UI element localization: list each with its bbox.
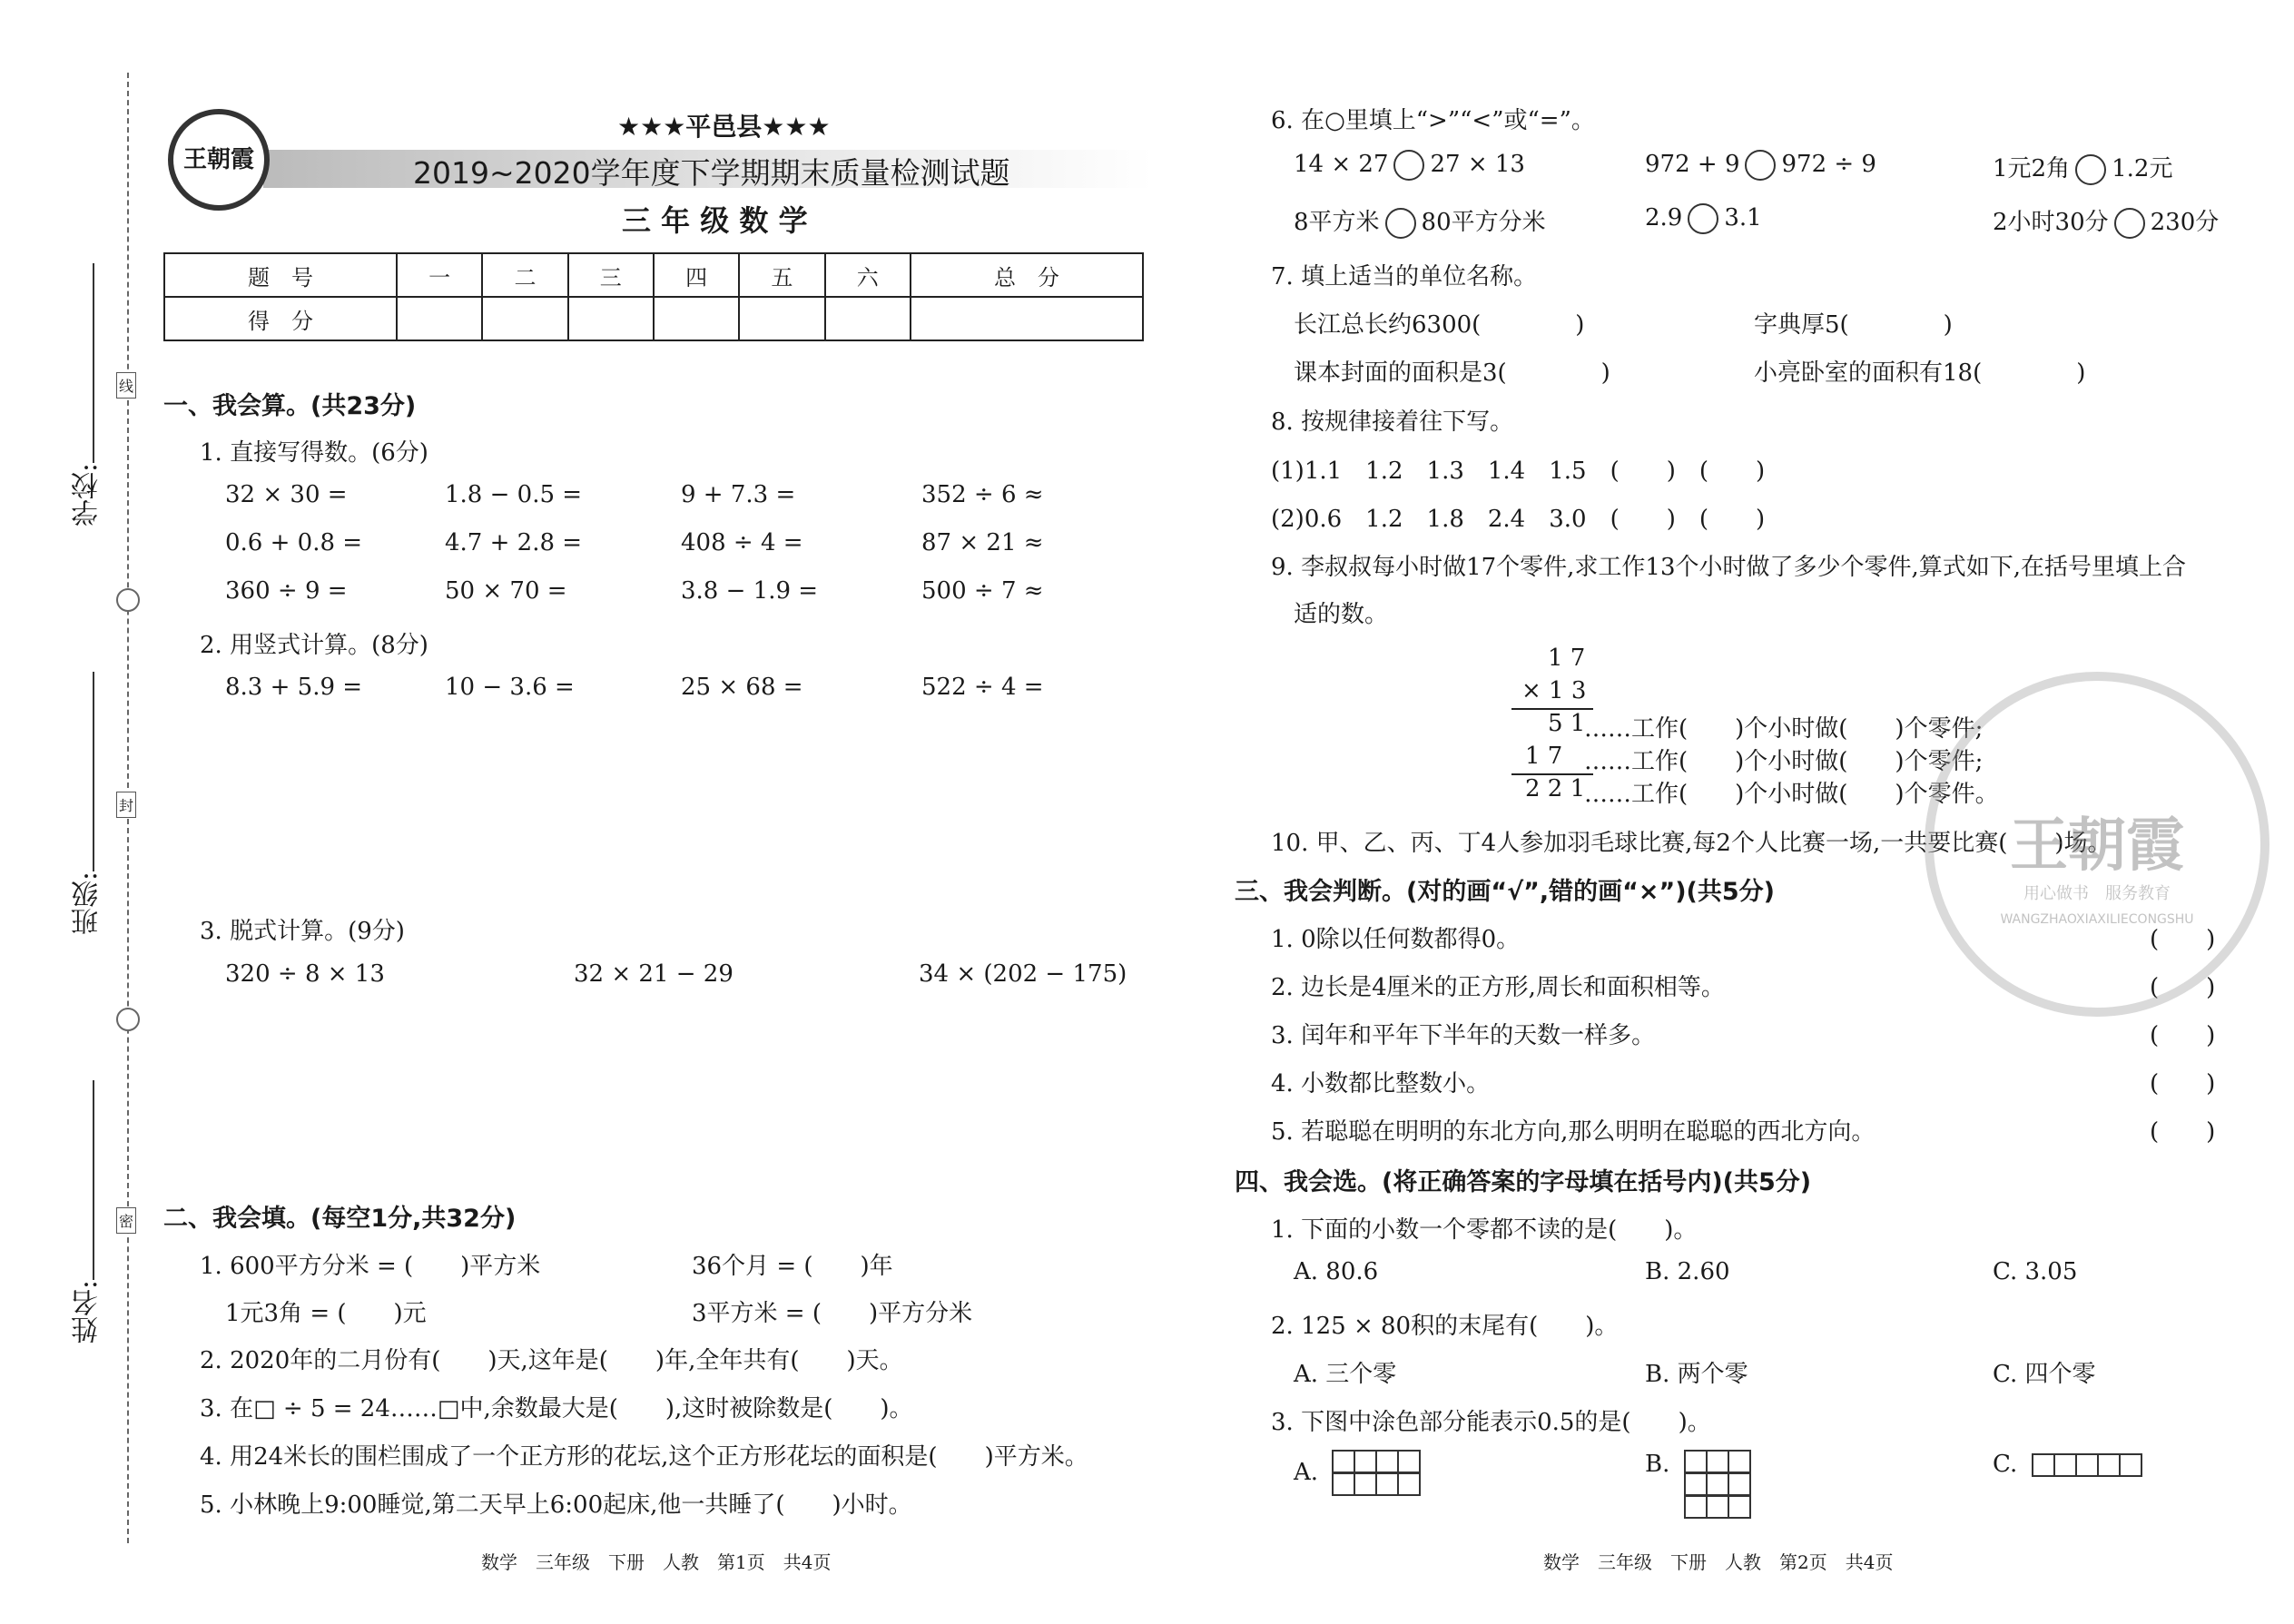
q2-title: 2. 用竖式计算。(8分) bbox=[200, 632, 428, 659]
fill-line: 36个月 = ( )年 bbox=[692, 1253, 893, 1280]
q9-calc-line: × 1 3 bbox=[1521, 677, 1587, 704]
choice-option-c[interactable] bbox=[1993, 1451, 2141, 1478]
q9-calc-line: 1 7 bbox=[1548, 645, 1586, 672]
score-cell: 四 bbox=[654, 253, 739, 297]
option-label: A. bbox=[1294, 1459, 1319, 1486]
subject-title: 三 年 级 数 学 bbox=[622, 203, 808, 238]
logo-text: 王朝霞 bbox=[182, 146, 254, 173]
judge-item: 2. 边长是4厘米的正方形,周长和面积相等。 bbox=[1271, 974, 1725, 1001]
q9-step-line: ……工作( )个小时做( )个零件; bbox=[1584, 715, 1984, 743]
score-cell: 一 bbox=[397, 253, 482, 297]
score-cell bbox=[911, 297, 1143, 340]
fill-line: 4. 用24米长的围栏围成了一个正方形的花坛,这个正方形花坛的面积是( )平方米。 bbox=[200, 1443, 1088, 1471]
q2-item: 25 × 68 = bbox=[681, 674, 803, 701]
score-cell: 题 号 bbox=[164, 253, 397, 297]
binding-mark-secret: 密 bbox=[116, 1207, 136, 1234]
score-table bbox=[163, 252, 1144, 341]
q6-left: 2.9 bbox=[1645, 204, 1683, 231]
score-row-header bbox=[164, 253, 1143, 297]
watermark-ring-text: WANGZHAOXIAXILIECONGSHU bbox=[2000, 912, 2194, 927]
compare-circle[interactable] bbox=[1393, 150, 1424, 181]
q6-right: 972 ÷ 9 bbox=[1781, 151, 1876, 178]
q1-title: 1. 直接写得数。(6分) bbox=[200, 439, 428, 467]
grid-figure-a bbox=[1333, 1451, 1420, 1496]
q7-item: 小亮卧室的面积有18( ) bbox=[1754, 359, 2086, 387]
q6-left: 1元2角 bbox=[1993, 155, 2071, 182]
score-cell: 六 bbox=[825, 253, 911, 297]
q6-left: 14 × 27 bbox=[1294, 151, 1389, 178]
watermark-stamp bbox=[1925, 672, 2269, 1017]
compare-circle[interactable] bbox=[1385, 208, 1416, 239]
fill-line: 3. 在□ ÷ 5 = 24……□中,余数最大是( ),这时被除数是( )。 bbox=[200, 1395, 913, 1422]
judge-item: 1. 0除以任何数都得0。 bbox=[1271, 926, 1521, 953]
q3-item: 320 ÷ 8 × 13 bbox=[225, 960, 385, 988]
q6-right: 230分 bbox=[2150, 209, 2220, 236]
score-cell: 二 bbox=[482, 253, 567, 297]
binding-mark-seal: 封 bbox=[116, 792, 136, 818]
choice-option[interactable]: A. 三个零 bbox=[1294, 1361, 1397, 1388]
class-underline bbox=[93, 672, 94, 871]
compare-circle[interactable] bbox=[1745, 150, 1776, 181]
logo-seal bbox=[168, 109, 270, 211]
page-2-footer: 数学 三年级 下册 人教 第2页 共4页 bbox=[1543, 1551, 1894, 1573]
choice-option-b[interactable] bbox=[1645, 1451, 1750, 1519]
judge-item: 5. 若聪聪在明明的东北方向,那么明明在聪聪的西北方向。 bbox=[1271, 1118, 1876, 1146]
school-underline bbox=[93, 263, 94, 463]
fill-line: 2. 2020年的二月份有( )天,这年是( )年,全年共有( )天。 bbox=[200, 1347, 903, 1374]
q9-calc-line: 2 2 1 bbox=[1525, 775, 1586, 802]
score-cell: 三 bbox=[568, 253, 654, 297]
judge-paren[interactable]: ( ) bbox=[2150, 974, 2216, 1001]
grid-figure-c bbox=[2033, 1454, 2141, 1477]
q9-title: 9. 李叔叔每小时做17个零件,求工作13个小时做了多少个零件,算式如下,在括号里填上合 bbox=[1271, 554, 2187, 581]
fill-line: 1元3角 = ( )元 bbox=[225, 1300, 427, 1327]
judge-paren[interactable]: ( ) bbox=[2150, 1070, 2216, 1097]
q8-title: 8. 按规律接着往下写。 bbox=[1271, 408, 1514, 436]
choice-option[interactable]: C. 四个零 bbox=[1993, 1361, 2096, 1388]
compare-circle[interactable] bbox=[2075, 154, 2106, 185]
score-cell bbox=[654, 297, 739, 340]
page-1-footer: 数学 三年级 下册 人教 第1页 共4页 bbox=[481, 1551, 832, 1573]
option-label: B. bbox=[1645, 1451, 1670, 1478]
school-label: 学校: bbox=[72, 463, 103, 527]
score-cell bbox=[397, 297, 482, 340]
q2-item: 10 − 3.6 = bbox=[445, 674, 575, 701]
q3-title: 3. 脱式计算。(9分) bbox=[200, 918, 405, 945]
q6-left: 8平方米 bbox=[1294, 209, 1380, 236]
q1-item: 50 × 70 = bbox=[445, 577, 567, 605]
judge-paren[interactable]: ( ) bbox=[2150, 1022, 2216, 1049]
fill-line: 5. 小林晚上9:00睡觉,第二天早上6:00起床,他一共睡了( )小时。 bbox=[200, 1491, 912, 1519]
q6-right: 1.2元 bbox=[2112, 155, 2173, 182]
fill-line: 1. 600平方分米 = ( )平方米 bbox=[200, 1253, 541, 1280]
choice-question: 3. 下图中涂色部分能表示0.5的是( )。 bbox=[1271, 1409, 1711, 1436]
choice-question: 1. 下面的小数一个零都不读的是( )。 bbox=[1271, 1216, 1698, 1244]
q8-item: (2)0.6 1.2 1.8 2.4 3.0 ( ) ( ) bbox=[1271, 506, 1766, 533]
q1-item: 3.8 − 1.9 = bbox=[681, 577, 819, 605]
q1-item: 9 + 7.3 = bbox=[681, 481, 796, 508]
fill-line: 3平方米 = ( )平方分米 bbox=[692, 1300, 973, 1327]
q6-left: 2小时30分 bbox=[1993, 209, 2109, 236]
score-cell: 总 分 bbox=[911, 253, 1143, 297]
choice-option-a[interactable] bbox=[1294, 1451, 1420, 1496]
choice-option[interactable]: A. 80.6 bbox=[1294, 1258, 1379, 1285]
q1-item: 87 × 21 ≈ bbox=[921, 529, 1044, 556]
score-cell: 得 分 bbox=[164, 297, 397, 340]
q2-item: 522 ÷ 4 = bbox=[921, 674, 1044, 701]
watermark-motto: 用心做书 服务教育 bbox=[2023, 884, 2171, 903]
section-3-title: 三、我会判断。(对的画“√”,错的画“×”)(共5分) bbox=[1235, 878, 1776, 906]
class-label: 班级: bbox=[72, 871, 103, 936]
choice-option[interactable]: C. 3.05 bbox=[1993, 1258, 2078, 1285]
q9-step-line: ……工作( )个小时做( )个零件; bbox=[1584, 748, 1984, 775]
score-cell bbox=[825, 297, 911, 340]
q1-item: 0.6 + 0.8 = bbox=[225, 529, 363, 556]
score-cell: 五 bbox=[739, 253, 824, 297]
judge-paren[interactable]: ( ) bbox=[2150, 1118, 2216, 1146]
compare-circle[interactable] bbox=[2114, 208, 2145, 239]
option-label: C. bbox=[1993, 1451, 2018, 1478]
q10: 10. 甲、乙、丙、丁4人参加羽毛球比赛,每2个人比赛一场,一共要比赛( )场。 bbox=[1271, 830, 2112, 857]
watermark-name: 王朝霞 bbox=[2010, 812, 2184, 880]
q1-item: 408 ÷ 4 = bbox=[681, 529, 803, 556]
q1-item: 32 × 30 = bbox=[225, 481, 348, 508]
q6-right: 27 × 13 bbox=[1430, 151, 1525, 178]
binding-mark-line: 线 bbox=[116, 372, 136, 399]
choice-question: 2. 125 × 80积的末尾有( )。 bbox=[1271, 1313, 1619, 1340]
judge-item: 3. 闰年和平年下半年的天数一样多。 bbox=[1271, 1022, 1656, 1049]
score-row-values bbox=[164, 297, 1143, 340]
q6-item bbox=[1645, 150, 1876, 181]
q1-item: 500 ÷ 7 ≈ bbox=[921, 577, 1044, 605]
score-cell bbox=[568, 297, 654, 340]
q6-item bbox=[1993, 203, 2219, 239]
judge-item: 4. 小数都比整数小。 bbox=[1271, 1070, 1491, 1097]
q3-item: 32 × 21 − 29 bbox=[574, 960, 733, 988]
q8-item: (1)1.1 1.2 1.3 1.4 1.5 ( ) ( ) bbox=[1271, 458, 1766, 485]
exam-title: 2019~2020学年度下学期期末质量检测试题 bbox=[413, 155, 1010, 191]
q9-title-cont: 适的数。 bbox=[1294, 601, 1389, 628]
section-4-title: 四、我会选。(将正确答案的字母填在括号内)(共5分) bbox=[1235, 1168, 1812, 1196]
q1-item: 1.8 − 0.5 = bbox=[445, 481, 583, 508]
compare-circle[interactable] bbox=[1688, 203, 1718, 234]
q6-right: 80平方分米 bbox=[1421, 209, 1546, 236]
q6-right: 3.1 bbox=[1724, 204, 1762, 231]
q7-item: 字典厚5( ) bbox=[1754, 311, 1953, 339]
q6-title: 6. 在○里填上“>”“<”或“=”。 bbox=[1271, 107, 1595, 134]
q9-calc-line: 5 1 bbox=[1548, 710, 1586, 737]
grid-figure-b bbox=[1685, 1451, 1750, 1519]
q9-step-line: ……工作( )个小时做( )个零件。 bbox=[1584, 781, 1999, 808]
county-title: ★★★平邑县★★★ bbox=[617, 112, 831, 142]
q6-left: 972 + 9 bbox=[1645, 151, 1740, 178]
judge-paren[interactable]: ( ) bbox=[2150, 926, 2216, 953]
section-1-title: 一、我会算。(共23分) bbox=[163, 392, 417, 420]
q6-item bbox=[1294, 203, 1546, 239]
q7-item: 课本封面的面积是3( ) bbox=[1294, 359, 1610, 387]
binding-hole-1 bbox=[116, 588, 140, 612]
q7-title: 7. 填上适当的单位名称。 bbox=[1271, 263, 1538, 290]
q6-item bbox=[1294, 150, 1525, 181]
choice-option[interactable]: B. 2.60 bbox=[1645, 1258, 1730, 1285]
q3-item: 34 × (202 − 175) bbox=[919, 960, 1127, 988]
score-cell bbox=[739, 297, 824, 340]
name-label: 姓名: bbox=[72, 1280, 103, 1344]
q1-item: 4.7 + 2.8 = bbox=[445, 529, 583, 556]
q9-calc-line: 1 7 bbox=[1525, 743, 1563, 770]
choice-option[interactable]: B. 两个零 bbox=[1645, 1361, 1748, 1388]
q6-item bbox=[1993, 150, 2172, 185]
q1-item: 352 ÷ 6 ≈ bbox=[921, 481, 1044, 508]
q1-item: 360 ÷ 9 = bbox=[225, 577, 348, 605]
section-2-title: 二、我会填。(每空1分,共32分) bbox=[163, 1205, 517, 1233]
binding-hole-2 bbox=[116, 1008, 140, 1031]
q7-item: 长江总长约6300( ) bbox=[1294, 311, 1585, 339]
name-underline bbox=[93, 1080, 94, 1280]
q2-item: 8.3 + 5.9 = bbox=[225, 674, 363, 701]
q6-item bbox=[1645, 203, 1762, 234]
score-cell bbox=[482, 297, 567, 340]
